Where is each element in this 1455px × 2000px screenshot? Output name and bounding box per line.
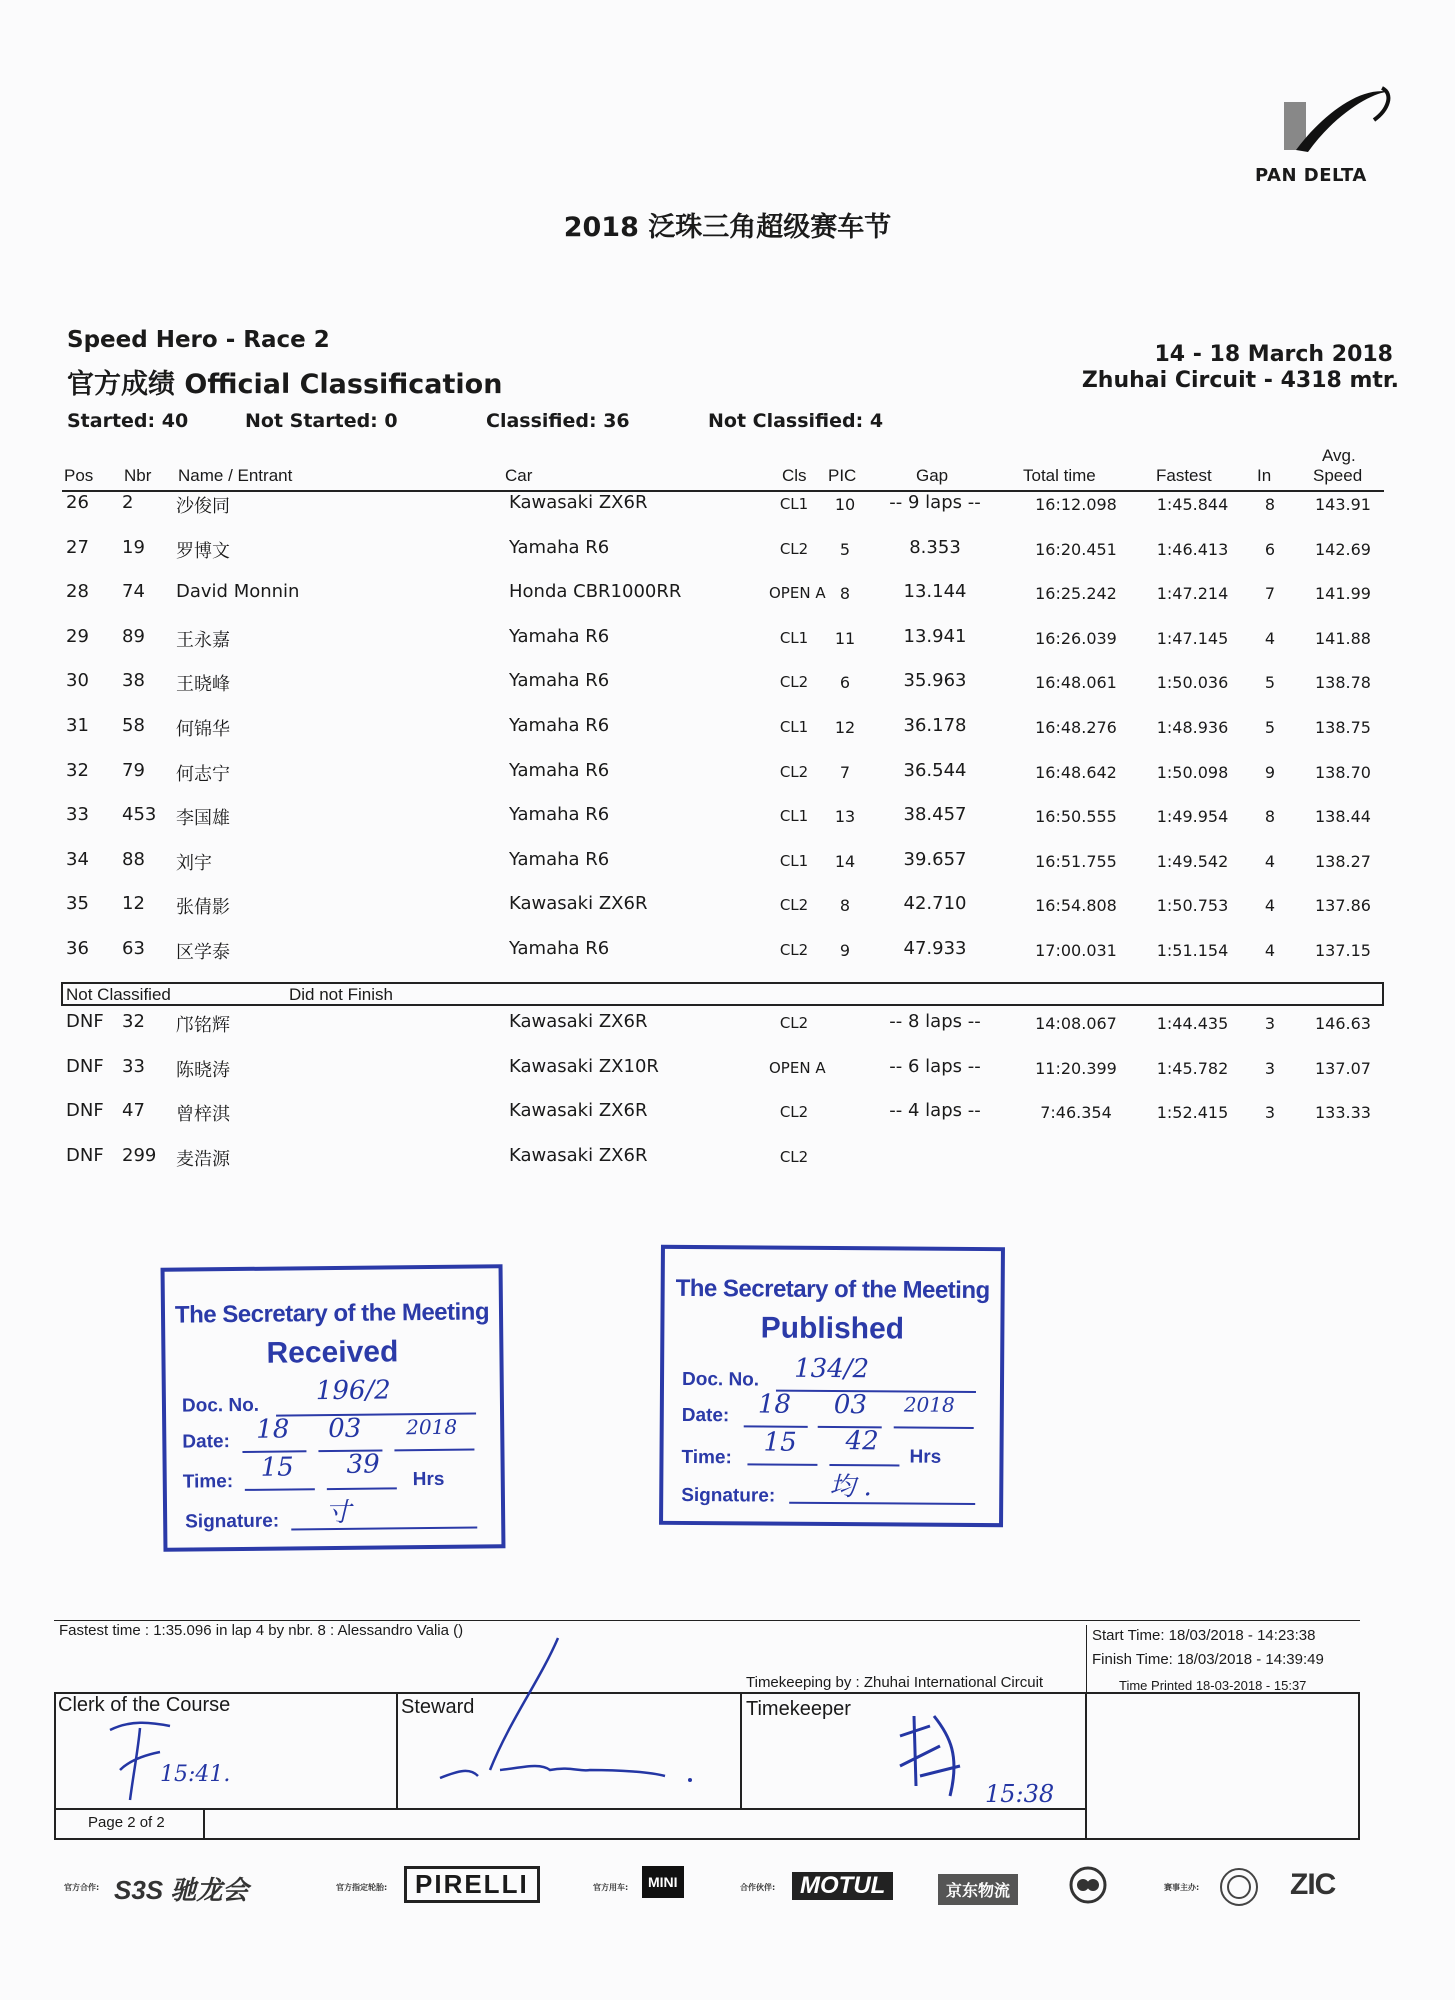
cell-pic: 13 xyxy=(834,807,856,827)
clerk-time: 15:41. xyxy=(160,1762,231,1787)
cell-in: 5 xyxy=(1264,673,1276,693)
cell-avg: 138.70 xyxy=(1315,762,1371,782)
cell-in: 3 xyxy=(1264,1014,1276,1033)
sponsor-label-car: 官方用车: xyxy=(593,1883,629,1892)
cell-in: 7 xyxy=(1264,584,1276,604)
header-total-time: Total time xyxy=(1023,466,1096,485)
footer-top-rule xyxy=(54,1620,1360,1621)
cell-car: Yamaha R6 xyxy=(509,804,610,826)
cell-gap: -- 9 laps -- xyxy=(889,492,981,513)
cell-pos: 34 xyxy=(66,848,89,870)
cell-pic: 9 xyxy=(839,941,851,960)
start-time: Start Time: 18/03/2018 - 14:23:38 xyxy=(1092,1627,1316,1644)
cell-car: Kawasaki ZX6R xyxy=(509,1144,648,1166)
cell-name: 邝铭辉 xyxy=(176,1015,230,1036)
cell-cls: CL2 xyxy=(779,762,809,781)
table-row xyxy=(0,492,1455,532)
timekeeper-label: Timekeeper xyxy=(746,1698,851,1720)
sponsor-zic: ZIC xyxy=(1290,1868,1336,1901)
cell-pos: DNF xyxy=(66,1144,104,1166)
cell-total: 16:48.061 xyxy=(1035,673,1117,693)
table-row xyxy=(0,670,1455,710)
cell-pos: 27 xyxy=(66,536,89,558)
cell-car: Yamaha R6 xyxy=(509,938,610,959)
stamp-hour: 15 xyxy=(260,1452,294,1483)
cell-nbr: 33 xyxy=(122,1055,145,1077)
header-pos: Pos xyxy=(64,466,94,485)
cell-in: 4 xyxy=(1264,851,1276,871)
cell-gap: 35.963 xyxy=(903,670,967,692)
time-printed: Time Printed 18-03-2018 - 15:37 xyxy=(1119,1678,1307,1693)
stamp-signature-label: Signature: xyxy=(681,1484,776,1507)
cell-gap: 13.144 xyxy=(903,581,967,603)
stamp-month: 03 xyxy=(833,1390,868,1421)
cell-avg: 137.15 xyxy=(1315,941,1371,960)
cell-gap: 39.657 xyxy=(903,848,967,870)
sponsor-seal-logo xyxy=(1218,1866,1260,1908)
cell-in: 9 xyxy=(1264,762,1276,782)
stamp-minute: 42 xyxy=(845,1426,879,1457)
header-speed: Speed xyxy=(1313,466,1363,485)
cell-name: 陈晓涛 xyxy=(176,1059,230,1081)
header-cls: Cls xyxy=(782,466,807,485)
clerk-signature xyxy=(90,1700,270,1810)
cell-nbr: 47 xyxy=(122,1100,145,1122)
cell-fastest: 1:44.435 xyxy=(1156,1014,1229,1033)
cell-gap: -- 8 laps -- xyxy=(889,1011,981,1032)
cell-car: Honda CBR1000RR xyxy=(509,581,682,603)
cell-fastest: 1:46.413 xyxy=(1156,539,1229,559)
stamp-signature-line xyxy=(291,1504,477,1530)
cell-name: 王永嘉 xyxy=(176,629,230,651)
cell-total: 16:54.808 xyxy=(1035,896,1117,916)
cell-avg: 138.78 xyxy=(1315,673,1371,693)
steward-label: Steward xyxy=(401,1696,475,1718)
race-title: Speed Hero - Race 2 xyxy=(67,327,330,353)
cell-cls: CL1 xyxy=(779,718,809,736)
stamp-received xyxy=(161,1264,506,1552)
cell-gap: 38.457 xyxy=(903,804,967,826)
cell-avg: 138.75 xyxy=(1315,718,1371,737)
table-row xyxy=(0,537,1455,577)
cell-total: 14:08.067 xyxy=(1035,1014,1117,1033)
cell-nbr: 89 xyxy=(122,625,145,647)
stamp-signature-label: Signature: xyxy=(185,1510,280,1533)
stamp-month: 03 xyxy=(328,1413,362,1445)
cell-car: Kawasaki ZX6R xyxy=(509,893,648,915)
cell-name: 曾梓淇 xyxy=(176,1104,230,1126)
cell-nbr: 88 xyxy=(122,848,145,870)
cell-gap: 42.710 xyxy=(903,893,967,915)
cell-cls: CL2 xyxy=(779,896,809,915)
stamp-signature: 均 . xyxy=(829,1471,872,1503)
table-row xyxy=(0,626,1455,666)
sponsor-label-host: 赛事主办: xyxy=(1164,1883,1200,1892)
stat-not-started: Not Started: 0 xyxy=(245,410,398,432)
cell-car: Kawasaki ZX6R xyxy=(509,1011,648,1032)
cell-car: Kawasaki ZX6R xyxy=(509,492,648,513)
sponsor-label-tire: 官方指定轮胎: xyxy=(336,1883,388,1892)
stamp-signature: 寸 xyxy=(324,1497,352,1529)
table-row xyxy=(0,1056,1455,1096)
cell-gap: -- 6 laps -- xyxy=(889,1055,981,1077)
cell-fastest: 1:52.415 xyxy=(1156,1103,1229,1123)
cell-cls: OPEN A xyxy=(769,584,826,603)
stamp-published xyxy=(659,1245,1005,1527)
table-row xyxy=(0,938,1455,978)
cell-total: 16:50.555 xyxy=(1035,807,1117,827)
cell-total: 16:48.642 xyxy=(1035,762,1117,782)
cell-car: Kawasaki ZX6R xyxy=(509,1100,648,1122)
cell-pos: 36 xyxy=(66,938,89,959)
cell-fastest: 1:47.145 xyxy=(1156,628,1229,648)
sponsor-s3s: S3S 驰龙会 xyxy=(114,1875,249,1905)
header-pic: PIC xyxy=(828,466,857,485)
cell-total: 16:20.451 xyxy=(1035,539,1117,559)
cell-pic: 14 xyxy=(834,851,856,871)
cell-car: Yamaha R6 xyxy=(509,759,610,781)
cell-fastest: 1:49.542 xyxy=(1156,851,1229,871)
sponsor-motul: MOTUL xyxy=(792,1872,893,1900)
header-name: Name / Entrant xyxy=(178,466,293,485)
cell-cls: CL1 xyxy=(779,495,809,513)
cell-pic: 10 xyxy=(834,495,856,514)
cell-avg: 142.69 xyxy=(1315,539,1371,559)
cell-nbr: 58 xyxy=(122,715,145,736)
header-avg: Avg. xyxy=(1322,446,1356,465)
cell-cls: CL2 xyxy=(779,1103,809,1122)
cell-total: 16:25.242 xyxy=(1035,584,1117,604)
finish-time: Finish Time: 18/03/2018 - 14:39:49 xyxy=(1092,1651,1324,1668)
cell-avg: 138.44 xyxy=(1315,807,1371,827)
cell-in: 4 xyxy=(1264,628,1276,648)
stamp-hour: 15 xyxy=(763,1427,797,1458)
cell-fastest: 1:45.782 xyxy=(1156,1058,1229,1078)
cell-in: 4 xyxy=(1264,941,1276,960)
cell-name: 沙俊同 xyxy=(176,496,230,517)
cell-nbr: 12 xyxy=(122,893,145,915)
cell-pos: 30 xyxy=(66,670,89,692)
timekeeping-by: Timekeeping by : Zhuhai International Circuit xyxy=(746,1674,1044,1691)
cell-avg: 143.91 xyxy=(1315,495,1371,514)
cell-pos: 33 xyxy=(66,804,89,826)
table-row xyxy=(0,1145,1455,1185)
cell-avg: 146.63 xyxy=(1315,1014,1371,1033)
cell-pic: 8 xyxy=(839,896,851,916)
cell-avg: 138.27 xyxy=(1315,851,1371,871)
stamp-doc-no: 196/2 xyxy=(315,1375,391,1407)
cell-nbr: 79 xyxy=(122,759,145,781)
cell-name: 王晓峰 xyxy=(176,674,230,696)
cell-name: 何锦华 xyxy=(176,719,230,740)
cell-pic: 12 xyxy=(834,718,856,737)
cell-pos: 26 xyxy=(66,492,89,513)
stamp-hrs-label: Hrs xyxy=(909,1446,942,1468)
cell-car: Yamaha R6 xyxy=(509,625,610,647)
cell-cls: CL2 xyxy=(779,1147,809,1166)
cell-gap: 13.941 xyxy=(903,625,967,647)
cell-cls: CL2 xyxy=(779,673,809,692)
cell-fastest: 1:48.936 xyxy=(1156,718,1229,737)
cell-in: 3 xyxy=(1264,1103,1276,1123)
cell-fastest: 1:49.954 xyxy=(1156,807,1229,827)
cell-pos: 32 xyxy=(66,759,89,781)
cell-fastest: 1:50.098 xyxy=(1156,762,1229,782)
table-row xyxy=(0,760,1455,800)
stat-not-classified: Not Classified: 4 xyxy=(708,410,884,432)
stamp-status: Published xyxy=(760,1311,905,1346)
cell-name: 张倩影 xyxy=(176,897,230,919)
fastest-time: Fastest time : 1:35.096 in lap 4 by nbr. 8 : Alessandro Valia () xyxy=(59,1622,464,1639)
header-car: Car xyxy=(505,466,533,485)
cell-fastest: 1:50.036 xyxy=(1156,673,1229,693)
event-dates: 14 - 18 March 2018 xyxy=(1154,342,1393,367)
stamp-year: 2018 xyxy=(903,1392,955,1417)
cell-pic: 8 xyxy=(839,584,851,604)
stamp-day: 18 xyxy=(757,1389,792,1420)
cell-total: 16:51.755 xyxy=(1035,851,1117,871)
cell-name: David Monnin xyxy=(176,581,300,603)
table-row xyxy=(0,715,1455,755)
cell-fastest: 1:45.844 xyxy=(1156,495,1229,514)
cell-pic: 5 xyxy=(839,539,851,559)
cell-pos: DNF xyxy=(66,1011,104,1032)
cell-nbr: 299 xyxy=(122,1144,157,1166)
cell-pos: 29 xyxy=(66,625,89,647)
cell-name: 罗博文 xyxy=(176,540,230,562)
cell-nbr: 453 xyxy=(122,804,157,826)
not-classified-label: Not Classified xyxy=(66,985,171,1004)
cell-name: 李国雄 xyxy=(176,808,230,830)
cell-avg: 141.99 xyxy=(1315,584,1371,604)
sponsor-label-partner: 合作伙伴: xyxy=(740,1883,776,1892)
cell-total: 16:26.039 xyxy=(1035,628,1117,648)
cell-avg: 137.07 xyxy=(1315,1058,1371,1078)
sponsor-cloud-logo xyxy=(1066,1865,1110,1905)
cell-car: Kawasaki ZX10R xyxy=(509,1055,659,1077)
cell-nbr: 19 xyxy=(122,536,145,558)
stat-started: Started: 40 xyxy=(67,410,189,432)
stamp-year: 2018 xyxy=(406,1414,458,1440)
header-fastest: Fastest xyxy=(1156,466,1212,485)
cell-nbr: 63 xyxy=(122,938,145,959)
table-row xyxy=(0,581,1455,621)
cell-cls: OPEN A xyxy=(769,1058,826,1077)
cell-fastest: 1:50.753 xyxy=(1156,896,1229,916)
stamp-date-label: Date: xyxy=(681,1404,730,1427)
cell-nbr: 32 xyxy=(122,1011,145,1032)
page-number: Page 2 of 2 xyxy=(88,1814,165,1831)
classification-title: 官方成绩 Official Classification xyxy=(67,369,503,400)
stamp-date-label: Date: xyxy=(182,1431,230,1453)
footer-divider xyxy=(1086,1625,1087,1695)
cell-pos: 31 xyxy=(66,715,89,736)
stamp-minute: 39 xyxy=(346,1449,380,1480)
pan-delta-logo xyxy=(1278,80,1398,160)
header-nbr: Nbr xyxy=(124,466,152,485)
cell-pic: 11 xyxy=(834,628,856,648)
cell-car: Yamaha R6 xyxy=(509,536,610,558)
cell-in: 4 xyxy=(1264,896,1276,916)
cell-pos: 28 xyxy=(66,581,89,603)
cell-fastest: 1:47.214 xyxy=(1156,584,1229,604)
stamp-time-label: Time: xyxy=(182,1471,234,1493)
cell-gap: 8.353 xyxy=(909,536,961,558)
cell-in: 3 xyxy=(1264,1058,1276,1078)
stamp-title: The Secretary of the Meeting xyxy=(675,1274,990,1305)
cell-cls: CL1 xyxy=(779,851,809,870)
cell-car: Yamaha R6 xyxy=(509,715,610,736)
grid-page-divider xyxy=(203,1808,205,1840)
cell-name: 刘宇 xyxy=(176,852,212,874)
table-row xyxy=(0,893,1455,933)
cell-fastest: 1:51.154 xyxy=(1156,941,1229,960)
grid-divider-2 xyxy=(740,1692,742,1808)
cell-in: 5 xyxy=(1264,718,1276,737)
cell-name: 麦浩源 xyxy=(176,1148,230,1170)
stat-classified: Classified: 36 xyxy=(486,410,630,432)
stamp-signature-line xyxy=(789,1480,975,1505)
cell-total: 16:48.276 xyxy=(1035,718,1117,737)
cell-name: 何志宁 xyxy=(176,763,230,785)
cell-in: 8 xyxy=(1264,495,1276,514)
circuit-info: Zhuhai Circuit - 4318 mtr. xyxy=(1081,368,1399,393)
cell-total: 16:12.098 xyxy=(1035,495,1117,514)
cell-cls: CL2 xyxy=(779,1014,809,1032)
not-classified-bar xyxy=(61,982,1384,1006)
header-in: In xyxy=(1257,466,1272,485)
cell-cls: CL1 xyxy=(779,628,809,647)
event-title: 2018 泛珠三角超级赛车节 xyxy=(563,212,892,243)
sponsor-mini: MINI xyxy=(642,1866,684,1898)
stamp-doc-no: 134/2 xyxy=(794,1353,870,1385)
table-row xyxy=(0,1011,1455,1051)
cell-gap: 36.178 xyxy=(903,715,967,736)
grid-divider-3 xyxy=(1085,1692,1087,1840)
cell-avg: 133.33 xyxy=(1315,1103,1371,1123)
stamp-doc-label: Doc. No. xyxy=(681,1368,760,1391)
stamp-time-label: Time: xyxy=(681,1446,732,1469)
cell-gap: -- 4 laps -- xyxy=(889,1100,981,1122)
header-gap: Gap xyxy=(916,466,949,485)
sponsor-label-cooperation: 官方合作: xyxy=(64,1883,100,1892)
stamp-day: 18 xyxy=(256,1414,290,1445)
timekeeper-signature xyxy=(890,1706,970,1806)
cell-total: 7:46.354 xyxy=(1040,1103,1112,1123)
dnf-label: Did not Finish xyxy=(289,985,393,1004)
cell-gap: 47.933 xyxy=(903,938,967,959)
table-row xyxy=(0,804,1455,844)
cell-pos: DNF xyxy=(66,1055,104,1077)
cell-pic: 7 xyxy=(839,762,851,782)
sponsor-jd-logistics: 京东物流 xyxy=(938,1874,1018,1905)
cell-cls: CL2 xyxy=(779,941,809,959)
cell-in: 8 xyxy=(1264,807,1276,827)
cell-total: 17:00.031 xyxy=(1035,941,1117,960)
pan-delta-logo-text: PAN DELTA xyxy=(1255,165,1367,186)
cell-nbr: 74 xyxy=(122,581,145,603)
cell-avg: 137.86 xyxy=(1315,896,1371,916)
cell-cls: CL1 xyxy=(779,807,809,826)
cell-gap: 36.544 xyxy=(903,759,967,781)
table-row xyxy=(0,849,1455,889)
cell-pos: 35 xyxy=(66,893,89,915)
grid-divider-1 xyxy=(396,1692,398,1808)
cell-total: 11:20.399 xyxy=(1035,1058,1117,1078)
table-row xyxy=(0,1100,1455,1140)
cell-in: 6 xyxy=(1264,539,1276,559)
clerk-label: Clerk of the Course xyxy=(58,1694,231,1716)
cell-avg: 141.88 xyxy=(1315,628,1371,648)
cell-nbr: 2 xyxy=(122,492,134,513)
cell-car: Yamaha R6 xyxy=(509,848,610,870)
timekeeper-time: 15:38 xyxy=(985,1780,1055,1808)
sponsor-pirelli: PIRELLI xyxy=(404,1866,540,1903)
stamp-doc-label: Doc. No. xyxy=(181,1394,260,1417)
cell-name: 区学泰 xyxy=(176,942,230,963)
stamp-hrs-label: Hrs xyxy=(412,1468,445,1491)
stamp-status: Received xyxy=(266,1335,399,1370)
steward-signature xyxy=(430,1630,710,1790)
cell-pic: 6 xyxy=(839,673,851,693)
stamp-title: The Secretary of the Meeting xyxy=(174,1298,490,1329)
cell-pos: DNF xyxy=(66,1100,104,1122)
cell-car: Yamaha R6 xyxy=(509,670,610,692)
cell-cls: CL2 xyxy=(779,539,809,558)
cell-nbr: 38 xyxy=(122,670,145,692)
